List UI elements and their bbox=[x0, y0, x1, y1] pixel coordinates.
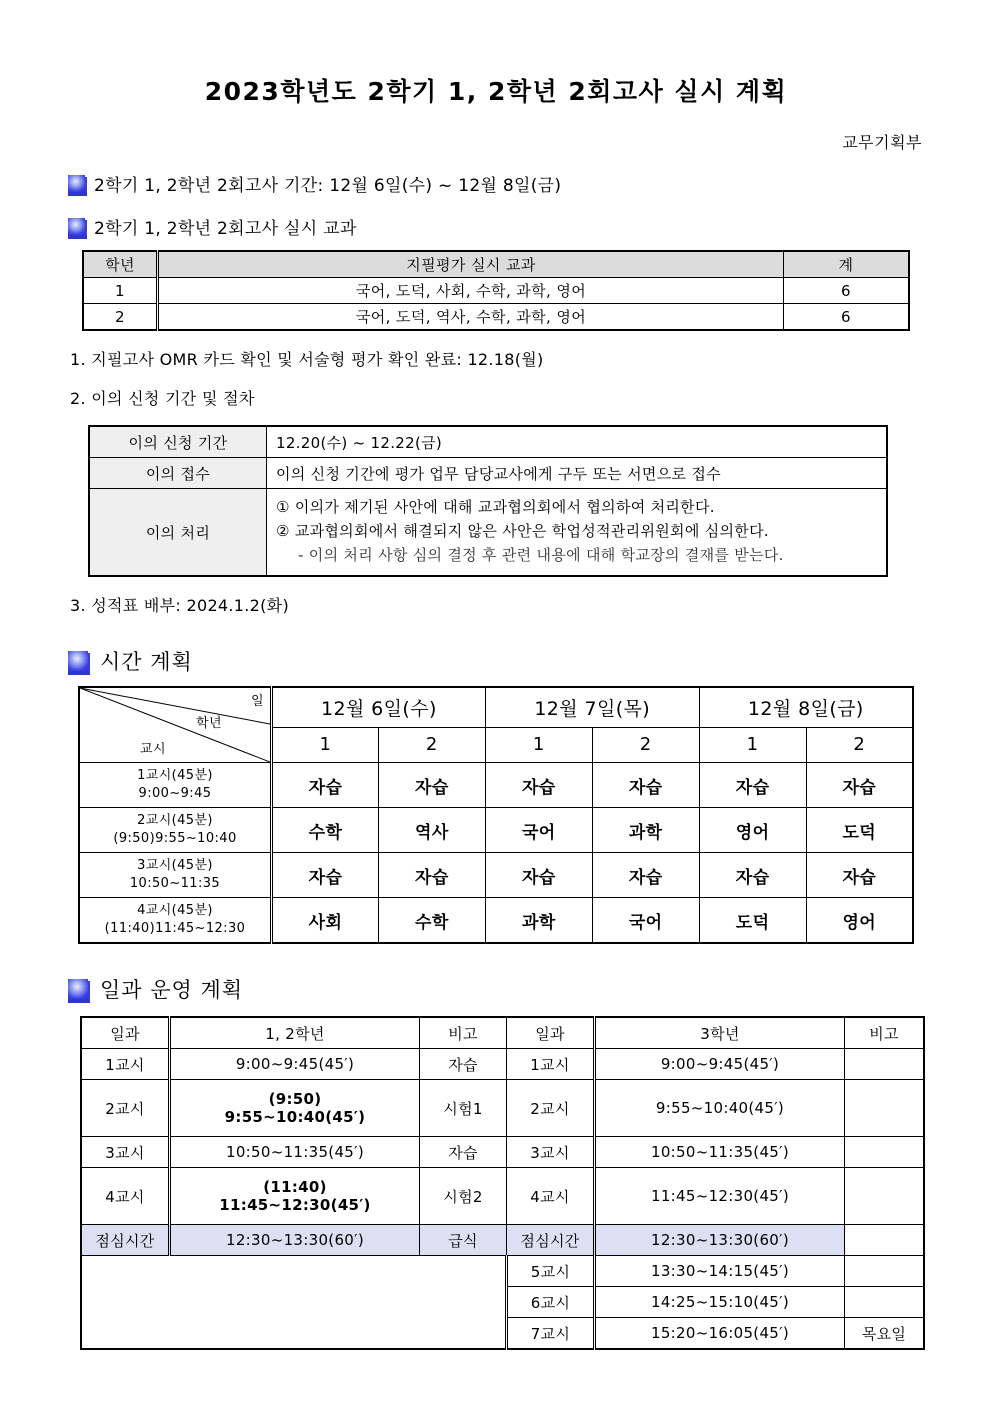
period-label-line1: 4교시(45분) bbox=[137, 903, 213, 919]
schedule-cell: 자습 bbox=[272, 853, 379, 898]
blue-square-bullet-icon bbox=[68, 979, 88, 999]
numbered-item-2: 2. 이의 신청 기간 및 절차 bbox=[70, 389, 255, 408]
cell-grade: 1 bbox=[83, 278, 158, 304]
blue-square-bullet-icon bbox=[68, 218, 85, 235]
grade-col-header: 2 bbox=[806, 727, 913, 762]
schedule-cell: 자습 bbox=[806, 763, 913, 808]
cell-left-time bbox=[170, 1168, 420, 1225]
cell-left-time-main: 11:45~12:30(45′) bbox=[219, 1196, 371, 1214]
cell-extra-period: 6교시 bbox=[507, 1287, 595, 1318]
cell-left-time bbox=[170, 1080, 420, 1137]
col-header-grade: 학년 bbox=[83, 251, 158, 278]
cell-extra-note bbox=[845, 1287, 925, 1318]
blue-square-bullet-icon bbox=[68, 651, 88, 671]
col-header-left-note: 비고 bbox=[420, 1017, 507, 1049]
col-header-left-grade: 1, 2학년 bbox=[170, 1017, 420, 1049]
cell-objection-receipt-value: 이의 신청 기간에 평가 업무 담당교사에게 구두 또는 서면으로 접수 bbox=[267, 458, 888, 489]
cell-left-note: 자습 bbox=[420, 1049, 507, 1080]
period-label-2 bbox=[79, 808, 272, 853]
cell-extra-period: 5교시 bbox=[507, 1256, 595, 1287]
cell-extra-time: 14:25~15:10(45′) bbox=[595, 1287, 845, 1318]
diagonal-lines-icon bbox=[80, 688, 270, 762]
schedule-cell: 영어 bbox=[699, 808, 806, 853]
time-plan-table-wrapper bbox=[0, 686, 992, 944]
cell-right-period: 2교시 bbox=[507, 1080, 595, 1137]
table-row bbox=[81, 1080, 924, 1137]
period-label-1 bbox=[79, 763, 272, 808]
subjects-table bbox=[82, 250, 910, 331]
schedule-cell: 국어 bbox=[485, 808, 592, 853]
period-label-line2: 10:50~11:35 bbox=[129, 876, 221, 891]
cell-right-period: 3교시 bbox=[507, 1137, 595, 1168]
corner-label-period: 교시 bbox=[140, 742, 166, 757]
page-title: 2023학년도 2학기 1, 2학년 2회고사 실시 계획 bbox=[204, 77, 788, 106]
section-exam-subjects bbox=[0, 214, 992, 239]
period-label-line2: (9:50)9:55~10:40 bbox=[113, 831, 237, 846]
corner-diagonal-cell bbox=[79, 687, 272, 763]
table-row bbox=[83, 278, 909, 304]
grade-col-header: 1 bbox=[699, 727, 806, 762]
cell-extra-time: 15:20~16:05(45′) bbox=[595, 1318, 845, 1350]
objection-process-line-2: ② 교과협의회에서 해결되지 않은 사안은 학업성적관리위원회에 심의한다. bbox=[276, 522, 769, 541]
cell-right-note bbox=[845, 1080, 925, 1137]
cell-subjects: 국어, 도덕, 사회, 수학, 과학, 영어 bbox=[158, 278, 784, 304]
table-row bbox=[89, 426, 887, 458]
col-header-left-period: 일과 bbox=[81, 1017, 170, 1049]
period-label-line1: 2교시(45분) bbox=[137, 813, 213, 829]
cell-extra-note bbox=[845, 1256, 925, 1287]
department-label: 교무기획부 bbox=[842, 133, 922, 152]
cell-subjects: 국어, 도덕, 역사, 수학, 과학, 영어 bbox=[158, 304, 784, 331]
table-row bbox=[83, 304, 909, 331]
cell-total: 6 bbox=[784, 304, 910, 331]
period-label-line1: 3교시(45분) bbox=[137, 858, 213, 874]
cell-left-period: 1교시 bbox=[81, 1049, 170, 1080]
table-row bbox=[89, 489, 887, 577]
cell-right-note bbox=[845, 1168, 925, 1225]
table-header-row bbox=[81, 1017, 924, 1049]
col-header-right-period: 일과 bbox=[507, 1017, 595, 1049]
blue-square-bullet-icon bbox=[68, 175, 85, 192]
objection-table-wrapper bbox=[0, 425, 992, 577]
period-label-line2: 9:00~9:45 bbox=[138, 786, 212, 801]
cell-left-period: 3교시 bbox=[81, 1137, 170, 1168]
schedule-cell: 자습 bbox=[699, 763, 806, 808]
objection-table bbox=[88, 425, 888, 577]
schedule-cell: 과학 bbox=[485, 898, 592, 944]
period-label-line2: (11:40)11:45~12:30 bbox=[104, 921, 246, 936]
table-header-row bbox=[79, 687, 913, 727]
day-header-2: 12월 7일(목) bbox=[485, 687, 699, 727]
schedule-cell: 자습 bbox=[592, 853, 699, 898]
cell-extra-note: 목요일 bbox=[845, 1318, 925, 1350]
schedule-cell: 수학 bbox=[378, 898, 485, 944]
period-label-line1: 1교시(45분) bbox=[137, 768, 213, 784]
schedule-cell: 자습 bbox=[806, 853, 913, 898]
objection-process-line-3: - 이의 처리 사항 심의 결정 후 관련 내용에 대해 학교장의 결재를 받는다. bbox=[298, 545, 784, 564]
table-row-lunch bbox=[81, 1225, 924, 1256]
cell-left-time: 12:30~13:30(60′) bbox=[170, 1225, 420, 1256]
cell-left-period: 점심시간 bbox=[81, 1225, 170, 1256]
table-header-row bbox=[83, 251, 909, 278]
cell-right-time: 10:50~11:35(45′) bbox=[595, 1137, 845, 1168]
cell-left-period: 4교시 bbox=[81, 1168, 170, 1225]
cell-left-note: 시험1 bbox=[420, 1080, 507, 1137]
corner-label-grade: 학년 bbox=[196, 716, 222, 731]
time-plan-table bbox=[78, 686, 914, 944]
day-header-1: 12월 6일(수) bbox=[272, 687, 486, 727]
numbered-item-3: 3. 성적표 배부: 2024.1.2(화) bbox=[70, 596, 289, 615]
col-header-subjects: 지필평가 실시 교과 bbox=[158, 251, 784, 278]
schedule-cell: 자습 bbox=[378, 763, 485, 808]
table-row bbox=[79, 763, 913, 808]
cell-right-period: 1교시 bbox=[507, 1049, 595, 1080]
col-header-right-note: 비고 bbox=[845, 1017, 925, 1049]
grade-col-header: 2 bbox=[592, 727, 699, 762]
cell-right-time: 11:45~12:30(45′) bbox=[595, 1168, 845, 1225]
cell-right-note bbox=[845, 1049, 925, 1080]
schedule-cell: 도덕 bbox=[806, 808, 913, 853]
cell-right-time: 12:30~13:30(60′) bbox=[595, 1225, 845, 1256]
cell-left-note: 시험2 bbox=[420, 1168, 507, 1225]
schedule-cell: 자습 bbox=[272, 763, 379, 808]
daily-plan-heading: 일과 운영 계획 bbox=[100, 978, 244, 1002]
schedule-cell: 영어 bbox=[806, 898, 913, 944]
section-exam-period bbox=[0, 171, 992, 196]
daily-plan-table bbox=[80, 1016, 925, 1350]
schedule-cell: 사회 bbox=[272, 898, 379, 944]
schedule-cell: 자습 bbox=[592, 763, 699, 808]
section-daily-plan bbox=[0, 974, 992, 1004]
schedule-cell: 도덕 bbox=[699, 898, 806, 944]
cell-left-time: 10:50~11:35(45′) bbox=[170, 1137, 420, 1168]
cell-right-note bbox=[845, 1225, 925, 1256]
table-row bbox=[81, 1168, 924, 1225]
grade-col-header: 2 bbox=[378, 727, 485, 762]
table-row bbox=[81, 1256, 924, 1287]
cell-objection-period-value: 12.20(수) ~ 12.22(금) bbox=[267, 426, 888, 458]
cell-left-time-sub: (11:40) bbox=[263, 1178, 327, 1196]
numbered-item-1: 1. 지필고사 OMR 카드 확인 및 서술형 평가 확인 완료: 12.18(월) bbox=[70, 350, 544, 369]
cell-extra-period: 7교시 bbox=[507, 1318, 595, 1350]
schedule-cell: 자습 bbox=[378, 853, 485, 898]
period-label-4 bbox=[79, 898, 272, 944]
cell-right-note bbox=[845, 1137, 925, 1168]
cell-right-time: 9:55~10:40(45′) bbox=[595, 1080, 845, 1137]
col-header-total: 계 bbox=[784, 251, 910, 278]
cell-left-time-sub: (9:50) bbox=[268, 1090, 322, 1108]
cell-objection-process-label: 이의 처리 bbox=[89, 489, 267, 577]
table-row bbox=[81, 1049, 924, 1080]
empty-merged-cell bbox=[81, 1256, 507, 1350]
cell-total: 6 bbox=[784, 278, 910, 304]
cell-extra-time: 13:30~14:15(45′) bbox=[595, 1256, 845, 1287]
objection-process-line-1: ① 이의가 제기된 사안에 대해 교과협의회에서 협의하여 처리한다. bbox=[276, 498, 715, 517]
table-row bbox=[81, 1137, 924, 1168]
day-header-3: 12월 8일(금) bbox=[699, 687, 913, 727]
table-row bbox=[79, 808, 913, 853]
schedule-cell: 자습 bbox=[485, 763, 592, 808]
schedule-cell: 자습 bbox=[485, 853, 592, 898]
table-row bbox=[89, 458, 887, 489]
period-label-3 bbox=[79, 853, 272, 898]
schedule-cell: 국어 bbox=[592, 898, 699, 944]
time-plan-heading: 시간 계획 bbox=[100, 650, 193, 674]
cell-grade: 2 bbox=[83, 304, 158, 331]
table-row bbox=[79, 898, 913, 944]
schedule-cell: 과학 bbox=[592, 808, 699, 853]
schedule-cell: 수학 bbox=[272, 808, 379, 853]
cell-right-time: 9:00~9:45(45′) bbox=[595, 1049, 845, 1080]
cell-right-period: 점심시간 bbox=[507, 1225, 595, 1256]
exam-period-heading: 2학기 1, 2학년 2회고사 기간: 12월 6일(수) ~ 12월 8일(금) bbox=[94, 176, 562, 196]
cell-left-time-main: 9:55~10:40(45′) bbox=[224, 1108, 366, 1126]
col-header-right-grade: 3학년 bbox=[595, 1017, 845, 1049]
section-time-plan bbox=[0, 646, 992, 676]
subjects-table-wrapper bbox=[0, 250, 992, 331]
schedule-cell: 자습 bbox=[699, 853, 806, 898]
cell-left-note: 자습 bbox=[420, 1137, 507, 1168]
cell-objection-process-value bbox=[267, 489, 888, 577]
cell-objection-receipt-label: 이의 접수 bbox=[89, 458, 267, 489]
schedule-cell: 역사 bbox=[378, 808, 485, 853]
corner-label-day: 일 bbox=[251, 694, 264, 709]
table-row bbox=[79, 853, 913, 898]
daily-plan-table-wrapper bbox=[0, 1016, 992, 1350]
grade-col-header: 1 bbox=[272, 727, 379, 762]
cell-objection-period-label: 이의 신청 기간 bbox=[89, 426, 267, 458]
cell-left-time: 9:00~9:45(45′) bbox=[170, 1049, 420, 1080]
cell-left-note: 급식 bbox=[420, 1225, 507, 1256]
exam-subjects-heading: 2학기 1, 2학년 2회고사 실시 교과 bbox=[94, 219, 357, 239]
grade-col-header: 1 bbox=[485, 727, 592, 762]
cell-left-period: 2교시 bbox=[81, 1080, 170, 1137]
cell-right-period: 4교시 bbox=[507, 1168, 595, 1225]
